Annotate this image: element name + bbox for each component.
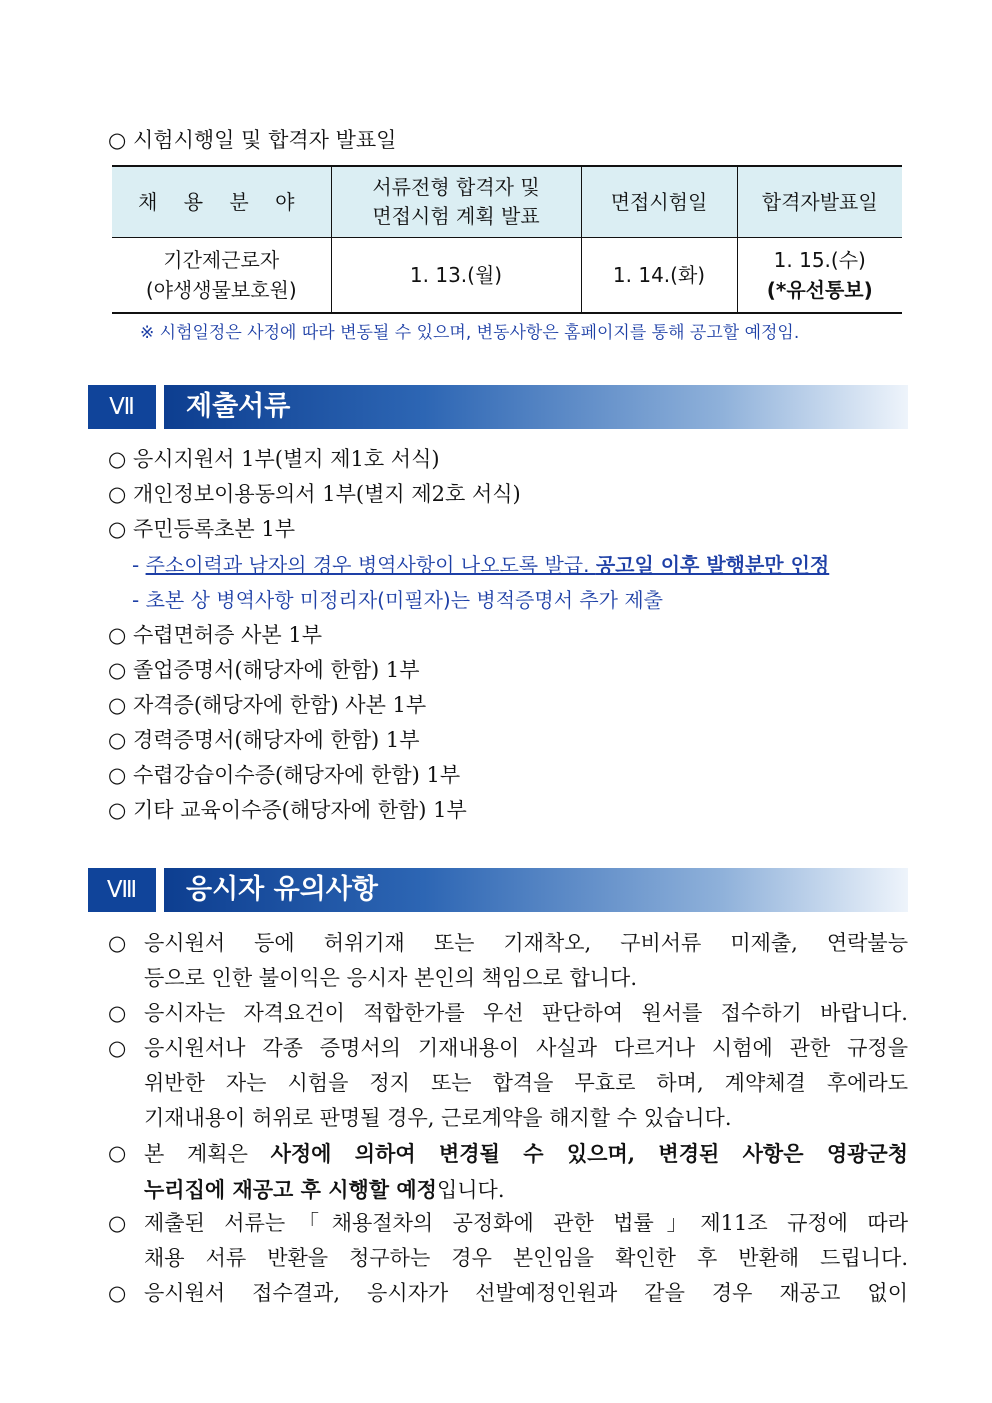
doc-item: ○ 졸업증명서(해당자에 한함) 1부	[108, 658, 420, 682]
header-field: 채 용 분 야	[112, 166, 331, 238]
notice-item-6: ○ 응시원서 접수결과, 응시자가 선발예정인원과 같을 경우 재공고 없이	[108, 1281, 908, 1305]
notice-item-3: ○ 응시원서나 각종 증명서의 기재내용이 사실과 다르거나 시험에 관한 규정을 위반한 자는 시험을 정지 또는 합격을 무효로 하며, 계약체결 후에라도 기재내용이 허위로 판명될 경우, 근로계약을 해지할 수 있습니다.	[108, 1036, 908, 1130]
section-7-header	[88, 385, 908, 429]
result-note: (*유선통보)	[766, 278, 873, 302]
doc-subnote-1: - 주소이력과 남자의 경우 병역사항이 나오도록 발급. 공고일 이후 발행분만 인정	[132, 553, 830, 577]
cell-doc-date: 1. 13.(월)	[331, 238, 581, 314]
doc-item: ○ 수렵강습이수증(해당자에 한함) 1부	[108, 763, 461, 787]
schedule-title: ○ 시험시행일 및 합격자 발표일	[108, 128, 397, 152]
doc-item: ○ 기타 교육이수증(해당자에 한함) 1부	[108, 798, 467, 822]
section-7-title: 제출서류	[164, 385, 908, 429]
cell-result-date: 1. 15.(수) (*유선통보)	[737, 238, 902, 314]
section-7-number: Ⅶ	[88, 385, 156, 429]
doc-item: ○ 자격증(해당자에 한함) 사본 1부	[108, 693, 427, 717]
section-8-title: 응시자 유의사항	[164, 868, 908, 912]
notice-item-2: ○ 응시자는 자격요건이 적합한가를 우선 판단하여 원서를 접수하기 바랍니다.	[108, 1001, 908, 1025]
doc-subnote-2: - 초본 상 병역사항 미정리자(미필자)는 병적증명서 추가 제출	[132, 588, 664, 612]
doc-item: ○ 수렵면허증 사본 1부	[108, 623, 322, 647]
doc-item: ○ 주민등록초본 1부	[108, 517, 296, 541]
header-interview-date: 면접시험일	[581, 166, 737, 238]
doc-item: ○ 응시지원서 1부(별지 제1호 서식)	[108, 447, 440, 471]
doc-item: ○ 경력증명서(해당자에 한함) 1부	[108, 728, 420, 752]
schedule-note: ※ 시험일정은 사정에 따라 변동될 수 있으며, 변동사항은 홈페이지를 통해 공고할 예정임.	[140, 323, 800, 343]
notice-item-5: ○ 제출된 서류는「채용절차의 공정화에 관한 법률」제11조 규정에 따라 채용 서류 반환을 청구하는 경우 본인임을 확인한 후 반환해 드립니다.	[108, 1211, 908, 1270]
header-result-date: 합격자발표일	[737, 166, 902, 238]
schedule-header-row	[112, 166, 902, 238]
notice-item-1: ○ 응시원서 등에 허위기재 또는 기재착오, 구비서류 미제출, 연락불능 등으로 인한 불이익은 응시자 본인의 책임으로 합니다.	[108, 931, 908, 990]
notice-item-4: ○ 본 계획은 사정에 의하여 변경될 수 있으며, 변경된 사항은 영광군청 누리집에 재공고 후 시행할 예정입니다.	[108, 1141, 908, 1202]
schedule-table	[112, 165, 902, 314]
schedule-row	[112, 238, 902, 314]
cell-interview-date: 1. 14.(화)	[581, 238, 737, 314]
header-doc-result: 서류전형 합격자 및 면접시험 계획 발표	[331, 166, 581, 238]
section-8-number: Ⅷ	[88, 868, 156, 912]
cell-field: 기간제근로자 (야생생물보호원)	[112, 238, 331, 314]
doc-item: ○ 개인정보이용동의서 1부(별지 제2호 서식)	[108, 482, 521, 506]
section-8-header	[88, 868, 908, 912]
